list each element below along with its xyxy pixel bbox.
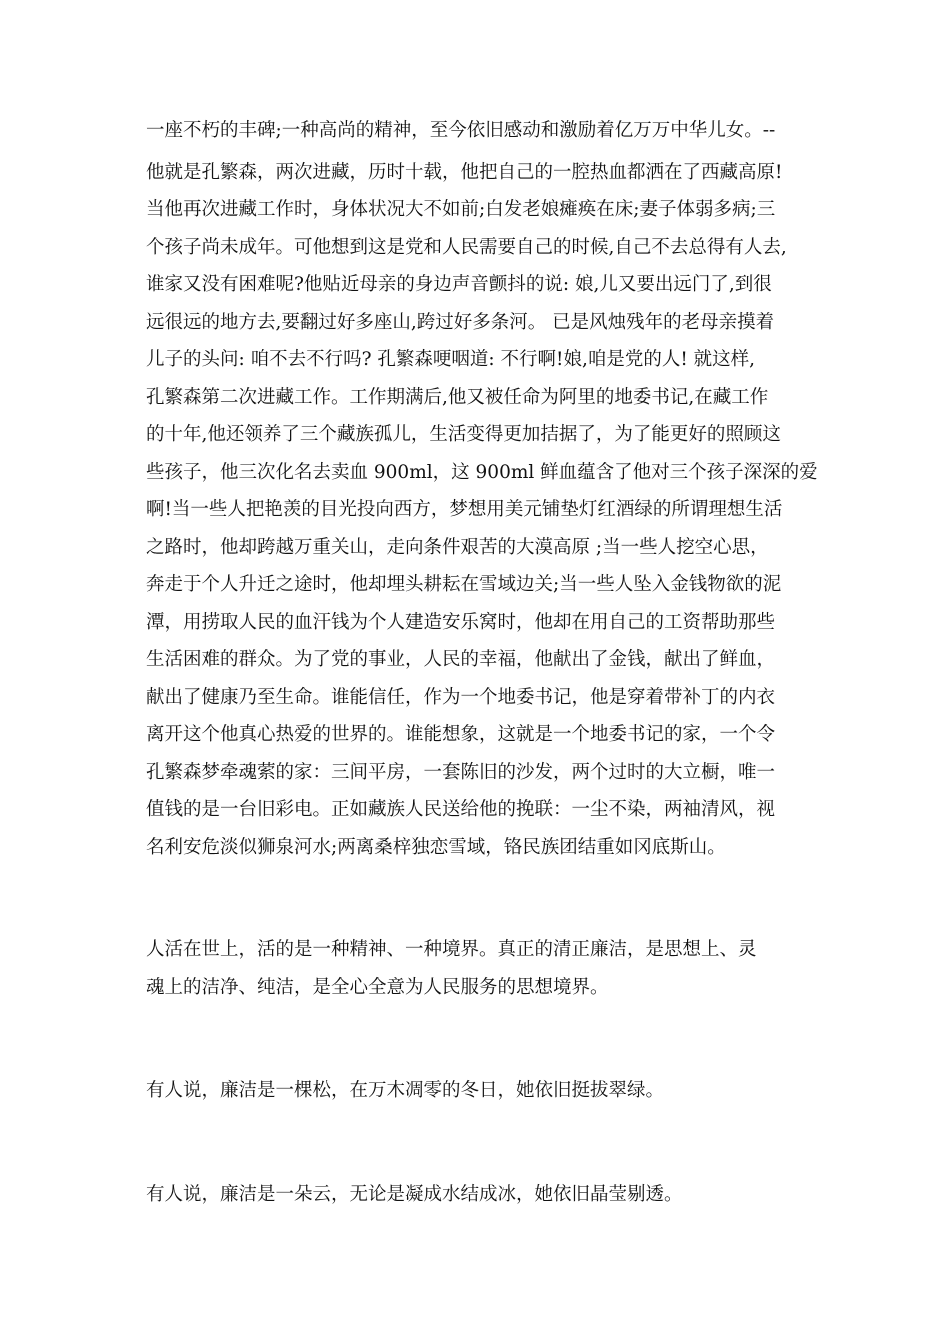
paragraph-line: 啊!当一些人把艳羡的目光投向西方，梦想用美元铺垫灯红酒绿的所谓理想生活 [146, 499, 783, 520]
paragraph-line: 有人说，廉洁是一朵云，无论是凝成水结成冰，她依旧晶莹剔透。 [146, 1184, 683, 1205]
paragraph-line: 些孩子，他三次化名去卖血 900ml，这 900ml 鲜血蕴含了他对三个孩子深深的爱 [146, 462, 818, 483]
paragraph-line: 儿子的头问: 咱不去不行吗? 孔繁森哽咽道: 不行啊!娘,咱是党的人! 就这样, [146, 349, 756, 370]
paragraph-line: 孔繁森第二次进藏工作。工作期满后,他又被任命为阿里的地委书记,在藏工作 [146, 387, 769, 408]
paragraph-line: 的十年,他还领养了三个藏族孤儿，生活变得更加拮据了，为了能更好的照顾这 [146, 424, 781, 445]
paragraph-line: 远很远的地方去,要翻过好多座山,跨过好多条河。 已是风烛残年的老母亲摸着 [146, 312, 775, 333]
paragraph-line: 他就是孔繁森，两次进藏，历时十载，他把自己的一腔热血都洒在了西藏高原! [146, 162, 783, 183]
paragraph-line: 当他再次进藏工作时，身体状况大不如前;白发老娘瘫痪在床;妻子体弱多病;三 [146, 199, 776, 220]
paragraph-line: 名利安危淡似狮泉河水;两离桑梓独恋雪域，铬民族团结重如冈底斯山。 [146, 837, 726, 858]
paragraph-line: 奔走于个人升迁之途时，他却埋头耕耘在雪域边关;当一些人坠入金钱物欲的泥 [146, 574, 782, 595]
paragraph-line: 值钱的是一台旧彩电。正如藏族人民送给他的挽联：一尘不染，两袖清风，视 [146, 799, 776, 820]
paragraph-line: 有人说，廉洁是一棵松，在万木凋零的冬日，她依旧挺拔翠绿。 [146, 1080, 665, 1101]
paragraph-line: 魂上的洁净、纯洁，是全心全意为人民服务的思想境界。 [146, 977, 609, 998]
paragraph-line: 潭，用捞取人民的血汗钱为个人建造安乐窝时，他却在用自己的工资帮助那些 [146, 612, 776, 633]
paragraph-line: 谁家又没有困难呢?他贴近母亲的身边声音颤抖的说: 娘,儿又要出远门了,到很 [146, 274, 772, 295]
paragraph-line: 献出了健康乃至生命。谁能信任，作为一个地委书记，他是穿着带补丁的内衣 [146, 687, 776, 708]
paragraph-line: 生活困难的群众。为了党的事业，人民的幸福，他献出了金钱，献出了鲜血， [146, 649, 776, 670]
paragraph-line: 孔繁森梦牵魂萦的家：三间平房，一套陈旧的沙发，两个过时的大立橱，唯一 [146, 762, 776, 783]
paragraph-line: 人活在世上，活的是一种精神、一种境界。真正的清正廉洁，是思想上、灵 [146, 939, 757, 960]
paragraph-line: 之路时，他却跨越万重关山，走向条件艰苦的大漠高原 ;当一些人挖空心思， [146, 537, 769, 558]
paragraph-line: 离开这个他真心热爱的世界的。谁能想象，这就是一个地委书记的家，一个令 [146, 724, 776, 745]
paragraph-line: 一座不朽的丰碑;一种高尚的精神，至今依旧感动和激励着亿万万中华儿女。-- [146, 120, 776, 141]
paragraph-line: 个孩子尚未成年。可他想到这是党和人民需要自己的时候,自己不去总得有人去, [146, 237, 787, 258]
